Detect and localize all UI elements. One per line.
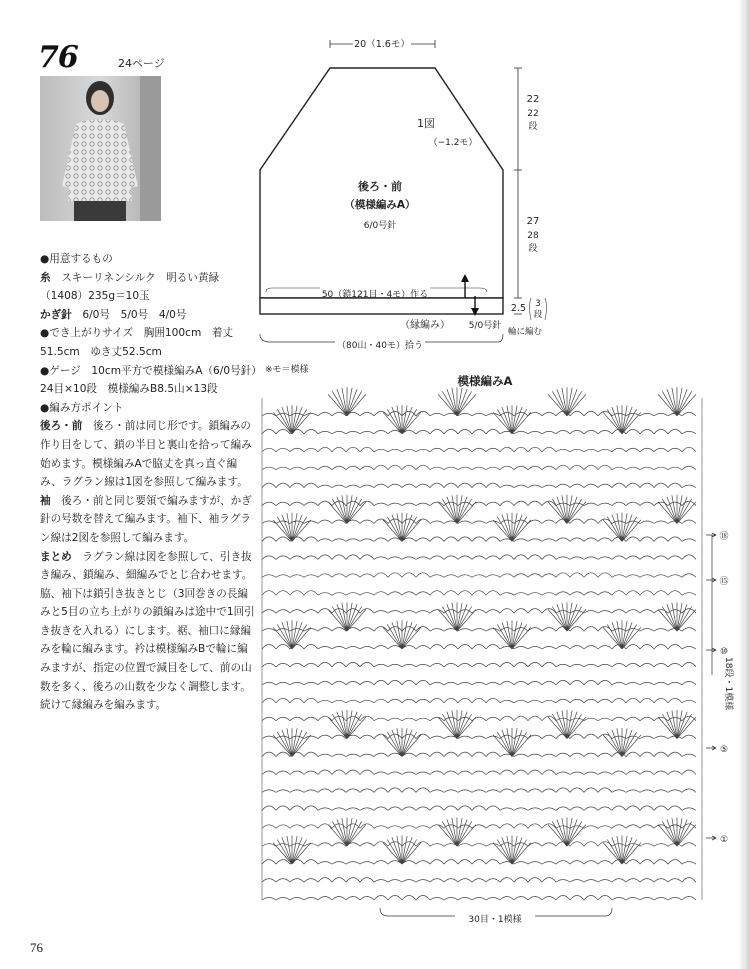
row-arrow (706, 836, 716, 840)
hook-text: 6/0号 5/0号 4/0号 (82, 308, 187, 321)
row-unit-1: 段 (528, 122, 538, 132)
raglan-height-cm: 22 (526, 94, 540, 105)
sleeve-label: 袖 (40, 494, 51, 507)
row-arrow (706, 578, 716, 582)
side-height-cm: 27 (526, 216, 540, 227)
foundation-label: 50（鎖121目・4モ）作る (321, 290, 429, 300)
pickup-label: （80山・40モ）拾う (337, 341, 423, 351)
schematic-diagram (250, 30, 560, 359)
stitch-chart (250, 360, 740, 939)
stitch-name: （模様編みA） (344, 199, 416, 211)
body-label: 後ろ・前 (40, 420, 83, 433)
row-arrow (706, 533, 716, 537)
finish-label: まとめ (40, 550, 72, 563)
yarn-text: スキーリネンシルク 明るい黄緑（1408）235g＝10玉 (40, 271, 220, 303)
finish-text: ラグラン線は図を参照して、引き抜き編み、鎖編み、細編みでとじ合わせます。脇、袖下は鎖引き抜きとじ（3回巻きの長編みと5目の立ち上がりの鎖編みは途中で1回引き抜きを入れる）にします。裾、袖口に縁編みを輪に編みます。衿は模様編みBで輪に編みますが、指定の位置で減目をして、前の山数を多く、後ろの山数を少なく調整します。続けて縁編みを編みます。 (40, 550, 255, 712)
points-heading: ●編み方ポイント (40, 401, 124, 414)
needle-size: 6/0号針 (363, 221, 397, 231)
stitch-symbol-grid (262, 387, 702, 900)
row-marker: ⑱ (719, 532, 729, 542)
row-marker: ⑮ (719, 577, 729, 587)
pattern-number: 76 (38, 40, 78, 75)
hook-label: かぎ針 (40, 308, 72, 321)
page-number: 76 (30, 940, 43, 955)
in-round-label: 輪に編む (507, 327, 543, 337)
body-text: 後ろ・前は同じ形です。鎖編みの作り目をして、鎖の半目と裏山を拾って編み始めます。模様編みAで脇丈を真っ直ぐ編み、ラグラン線は1図を参照して編みます。 (40, 420, 252, 489)
chart-legend: ※モ＝模様 (265, 365, 309, 375)
gauge-label: ●ゲージ (40, 364, 81, 377)
page-reference: 24ページ (118, 57, 165, 70)
gauge-text: 10cm平方で模様編みA（6/0号針）24目×10段 模様編みB8.5山×13段 (40, 364, 257, 396)
side-height-rows: 28 (527, 231, 539, 241)
repeat-label: 30目・1模様 (468, 915, 522, 925)
top-width-label: 20（1.6モ） (354, 39, 410, 50)
border-label: （縁編み） (400, 320, 450, 331)
stitch-symbols (262, 387, 696, 900)
row-marker: ⑤ (719, 745, 729, 755)
chart-title: 模様編みA (457, 374, 513, 388)
row-marker: ⑩ (719, 647, 729, 657)
decrease-label: （−1.2モ） (428, 138, 478, 148)
page-edge-shadow (738, 0, 750, 969)
row-marker: ① (719, 835, 729, 845)
row-arrow (706, 746, 716, 750)
row-unit-2: 段 (528, 244, 538, 254)
yarn-label: 糸 (40, 271, 51, 284)
tools-heading: ●用意するもの (40, 253, 113, 265)
border-height: 2.5 (510, 303, 526, 314)
border-needle: 5/0号針 (468, 321, 502, 331)
instructions-column (40, 250, 258, 715)
sleeve-text: 後ろ・前と同じ要領で編みますが、かぎ針の号数を替えて編みます。袖下、袖ラグラン線は2図を参照して編みます。 (40, 494, 252, 544)
raglan-height-rows: 22 (527, 109, 539, 119)
row-unit-3: 段 (533, 310, 543, 320)
row-arrow (706, 648, 716, 652)
border-rows: 3 (535, 299, 541, 309)
part-name: 後ろ・前 (358, 180, 402, 193)
model-photo (40, 76, 161, 221)
figure-label: 1図 (417, 117, 435, 130)
size-label: ●でき上がりサイズ (40, 327, 134, 340)
size-text: 胸囲100cm 着丈51.5cm ゆき丈52.5cm (40, 327, 234, 358)
row-repeat-label: 18段・1模様 (723, 657, 733, 711)
